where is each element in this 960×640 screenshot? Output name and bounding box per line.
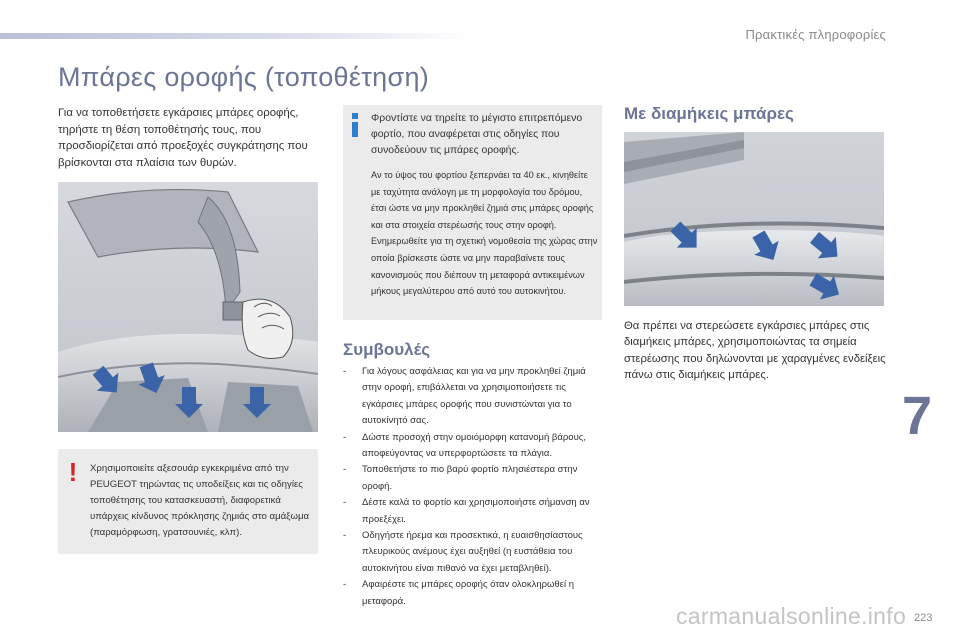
info-legislation: Ενημερωθείτε για τη σχετική νομοθεσία της χώρας στην οποία βρίσκεστε ώστε να μην παραβαίνετε τους κανονισμούς που διέπουν τη μεταφορά αντικειμένων μήκους μεγαλύτερου από αυτό του αυτοκινήτου. [371,236,598,297]
advice-item: - Αφαιρέστε τις μπάρες οροφής όταν ολοκληρωθεί η μεταφορά. [343,579,574,607]
info-icon [349,113,361,137]
longitudinal-bars-illustration [624,132,884,306]
page-title: Μπάρες οροφής (τοποθέτηση) [58,62,430,92]
chapter-number: 7 [902,386,933,446]
warning-text: Χρησιμοποιείτε αξεσουάρ εγκεκριμένα από την PEUGEOT τηρώντας τις υποδείξεις και τις οδηγίες τοποθέτησης του κατασκευαστή, διαφορετικά υπάρχεις κίνδυνος πρόκλησης ζημιάς στο αμάξωμα (παραμόρφωση, γρατσουνιές, κλπ). [90,463,310,538]
advice-item: - Τοποθετήστε το πιο βαρύ φορτίο πλησιέστερα στην οροφή. [343,464,578,492]
warning-box [58,449,318,554]
roof-bar-clamp-illustration [58,182,318,432]
advice-item: - Δέστε καλά το φορτίο και χρησιμοποιήστε σήμανση αν προεξέχει. [343,497,590,525]
advice-heading: Συμβουλές [343,340,431,359]
advice-item: - Δώστε προσοχή στην ομοιόμορφη κατανομή βάρους, αποφεύγοντας να υπερφορτώσετε τα πλάγια. [343,431,586,460]
long-bars-heading: Με διαμήκεις μπάρες [624,104,794,123]
exclamation-icon: ! [68,457,78,487]
info-box [343,105,602,320]
header-decor-bar [0,33,470,39]
advice-list [343,364,605,610]
section-header: Πρακτικές πληροφορίες [745,27,886,42]
advice-item: - Για λόγους ασφάλειας και για να μην προκληθεί ζημιά στην οροφή, επιβάλλεται να χρησιμοποιήσετε τις εγκάρσιες μπάρες οροφής που συνιστώνται για το αυτοκίνητό σας. [343,366,586,427]
watermark: carmanualsonline.info [676,603,907,629]
info-paragraph-details [371,167,599,300]
long-bars-paragraph: Θα πρέπει να στερεώσετε εγκάρσιες μπάρες στις διαμήκεις μπάρες, χρησιμοποιώντας τα σημεία στερέωσης που δηλώνονται με χαραγμένες ενδείξεις πάνω στις διαμήκεις μπάρες. [624,320,886,382]
intro-paragraph: Για να τοποθετήσετε εγκάρσιες μπάρες οροφής, τηρήστε τη θέση τοποθέτησής τους, που προσδιορίζεται από προεξοχές συγκράτησης που βρίσκονται στα πλαίσια των θυρών. [58,107,308,169]
info-paragraph-max-load: Φροντίστε να τηρείτε το μέγιστο επιτρεπόμενο φορτίο, που αναφέρεται στις οδηγίες που συνοδεύουν τις μπάρες οροφής. [371,113,583,156]
info-load-height: Αν το ύψος του φορτίου ξεπερνάει τα 40 εκ., κινηθείτε με ταχύτητα ανάλογη με τη μορφολογία του δρόμου, έτσι ώστε να μην προκληθεί ζημιά στις μπάρες οροφής και στα στοιχεία στερέωσής τους στην οροφή. [371,170,594,230]
page-number: 223 [914,612,933,624]
advice-item: - Οδηγήστε ήρεμα και προσεκτικά, η ευαισθησίαστους πλευρικούς ανέμους έχει αυξηθεί (η ευστάθεια του αυτοκινήτου είναι πιθανό να έχει μεταβληθεί). [343,530,583,574]
